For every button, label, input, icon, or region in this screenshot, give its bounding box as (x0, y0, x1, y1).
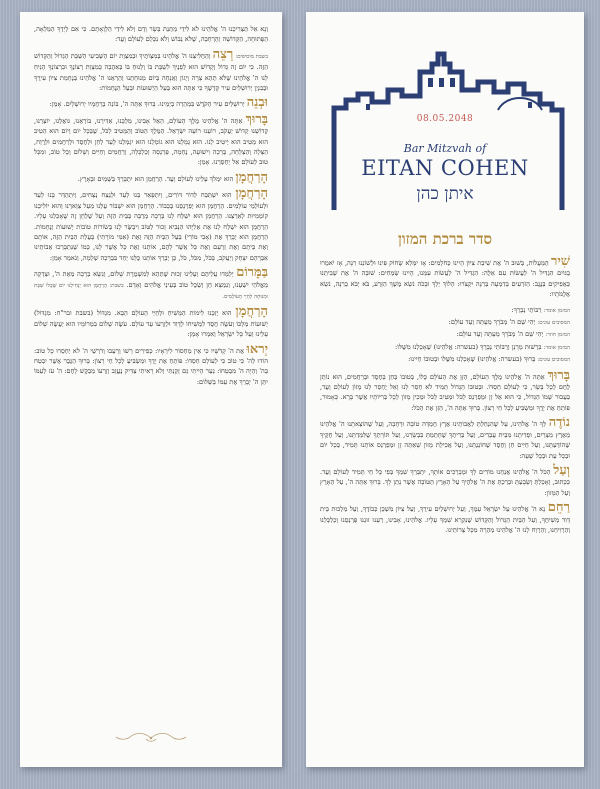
zimun-line: המזמן אומר: רַבּוֹתַי נְבָרֵךְ: (511, 305, 570, 314)
bamarom-text: יְלַמְּדוּ עֲלֵיהֶם וְעָלֵינוּ זְכוּת שֶׁתְּהֵא לְמִשְׁמֶרֶת שָׁלוֹם, וְנִשָּׂא בְרָכָה מֵאֵת ה', וּצְדָקָה מֵאֱלֹהֵי יִשְׁעֵנוּ, וְנִמְצָא חֵן וְשֵׂכֶל טוֹב בְּעֵינֵי אֱלֹהִים וְאָדָם. (34, 270, 268, 289)
shir-text: הַמַּעֲלוֹת, בְּשׁוּב ה' אֶת שִׁיבַת צִיּוֹן הָיִינוּ כְּחֹלְמִים: אָז יִמָּלֵא שְׂחוֹק פִּינוּ וּלְשׁוֹנֵנוּ רִנָּה, אָז יֹאמְרוּ בַגּוֹיִם הִגְדִּיל ה' לַעֲשׂוֹת עִם אֵלֶּה: הִגְדִּיל ה' לַעֲשׂוֹת עִמָּנוּ, הָיִינוּ שְׂמֵחִים: שׁוּבָה ה' אֶת שְׁבִיתֵנוּ כַּאֲפִיקִים בַּנֶּגֶב: הַזֹּרְעִים בְּדִמְעָה בְּרִנָּה יִקְצֹרוּ: הָלוֹךְ יֵלֵךְ וּבָכֹה נֹשֵׂא מֶשֶׁךְ הַזָּרַע, בֹּא יָבֹא בְרִנָּה, נֹשֵׂא אֲלֻמֹּתָיו: (320, 259, 570, 299)
ornament-flourish-icon (20, 730, 282, 749)
bamarom-paragraph (34, 265, 268, 302)
nodeh-lead-word: נוֹדֶה (548, 415, 570, 431)
bamarom-note: בשבת: הָרַחֲמָן הוּא יַנְחִילֵנוּ יוֹם שֶׁכֻּלּוֹ שַׁבָּת וּמְנוּחָה לְחַיֵּי הָעוֹלָמִים. (34, 282, 268, 300)
yeru-text: אֶת ה' קְדֹשָׁיו כִּי אֵין מַחְסוֹר לִירֵאָיו: כְּפִירִים רָשׁוּ וְרָעֵבוּ וְדֹרְשֵׁי ה' לֹא יַחְסְרוּ כָל טוֹב: הוֹדוּ לַה' כִּי טוֹב כִּי לְעוֹלָם חַסְדּוֹ: פּוֹתֵחַ אֶת יָדֶךָ וּמַשְׂבִּיעַ לְכָל חַי רָצוֹן: בָּרוּךְ הַגֶּבֶר אֲשֶׁר יִבְטַח בַּה' וְהָיָה ה' מִבְטַחוֹ: נַעַר הָיִיתִי גַּם זָקַנְתִּי וְלֹא רָאִיתִי צַדִּיק נֶעֱזָב וְזַרְעוֹ מְבַקֶּשׁ לָחֶם: ה' עֹז לְעַמּוֹ יִתֵּן ה' יְבָרֵךְ אֶת עַמּוֹ בַשָּׁלוֹם: (34, 346, 268, 386)
retzei-paragraph (34, 46, 268, 94)
retzei-note: בשבת מוסיפים: (235, 53, 268, 60)
uvnei-text: יְרוּשָׁלַיִם עִיר הַקֹּדֶשׁ בִּמְהֵרָה בְיָמֵינוּ. בָּרוּךְ אַתָּה ה', בּוֹנֵה בְרַחֲמָיו יְרוּשָׁלָיִם. אָמֵן: (49, 100, 245, 109)
harachaman-1-paragraph (34, 169, 268, 185)
rachem-paragraph (320, 500, 570, 535)
bar-mitzvah-label: Bar Mitzvah of (403, 142, 487, 155)
harachaman-1-text: הוּא יִמְלֹךְ עָלֵינוּ לְעוֹלָם וָעֶד. הָרַחֲמָן הוּא יִתְבָּרַךְ בַּשָּׁמַיִם וּבָאָרֶץ. (77, 174, 234, 183)
nodeh-paragraph (320, 415, 570, 461)
harachaman-2-text: הוּא יִשְׁתַּבַּח לְדוֹר דּוֹרִים, וְיִתְפָּאַר בָּנוּ לָעַד וּלְנֵצַח נְצָחִים, וְיִתְהַדַּר בָּנוּ לָעַד וּלְעוֹלְמֵי עוֹלָמִים. הָרַחֲמָן הוּא יְפַרְנְסֵנוּ בְּכָבוֹד. הָרַחֲמָן הוּא יִשְׁבּוֹר עֻלֵּנוּ מֵעַל צַוָּארֵנוּ וְהוּא יוֹלִיכֵנוּ קוֹמְמִיּוּת לְאַרְצֵנוּ. הָרַחֲמָן הוּא יִשְׁלַח לָנוּ בְּרָכָה מְרֻבָּה בַּבַּיִת הַזֶּה וְעַל שֻׁלְחָן זֶה שֶׁאָכַלְנוּ עָלָיו. הָרַחֲמָן הוּא יִשְׁלַח לָנוּ אֶת אֵלִיָּהוּ הַנָּבִיא זָכוּר לַטּוֹב וִיבַשֶּׂר לָנוּ בְּשׂוֹרוֹת טוֹבוֹת יְשׁוּעוֹת וְנֶחָמוֹת. הָרַחֲמָן הוּא יְבָרֵךְ אֶת (אָבִי מוֹרִי) בַּעַל הַבַּיִת הַזֶּה וְאֶת (אִמִּי מוֹרָתִי) בַּעֲלַת הַבַּיִת הַזֶּה, אוֹתָם וְאֶת בֵּיתָם וְאֶת זַרְעָם וְאֶת כָּל אֲשֶׁר לָהֶם, אוֹתָנוּ וְאֶת כָּל אֲשֶׁר לָנוּ, כְּמוֹ שֶׁנִּתְבָּרְכוּ אֲבוֹתֵינוּ אַבְרָהָם יִצְחָק וְיַעֲקֹב, בַּכֹּל, מִכֹּל, כֹּל, כֵּן יְבָרֵךְ אוֹתָנוּ כֻּלָּנוּ יַחַד בִּבְרָכָה שְׁלֵמָה, וְנֹאמַר אָמֵן: (34, 191, 268, 262)
zimun-line: המזמן אומר: בִּרְשׁוּת מָרָנָן וְרַבּוֹתַי נְבָרֵךְ (בעשרה: אֱלֹהֵינוּ) שֶׁאָכַלְנוּ מִשֶּׁלּוֹ: (395, 342, 570, 351)
invitation-header (320, 22, 570, 212)
uvnei-lead-word: וּבְנֵה (246, 95, 268, 111)
uvnei-paragraph (34, 95, 268, 111)
hazan-text: אַתָּה ה' אֱלֹהֵינוּ מֶלֶךְ הָעוֹלָם, הַזָּן אֶת הָעוֹלָם כֻּלּוֹ, בְּטוּבוֹ בְּחֵן בְּחֶסֶד וּבְרַחֲמִים, הוּא נוֹתֵן לֶחֶם לְכָל בָּשָׂר, כִּי לְעוֹלָם חַסְדּוֹ. וּבְטוּבוֹ הַגָּדוֹל תָּמִיד לֹא חָסַר לָנוּ וְאַל יֶחְסַר לָנוּ מָזוֹן לְעוֹלָם וָעֶד, בַּעֲבוּר שְׁמוֹ הַגָּדוֹל, כִּי הוּא אֵל זָן וּמְפַרְנֵס לַכֹּל וּמֵטִיב לַכֹּל וּמֵכִין מָזוֹן לְכָל בְּרִיּוֹתָיו אֲשֶׁר בָּרָא. כָּאָמוּר, פּוֹתֵחַ אֶת יָדֶךָ וּמַשְׂבִּיעַ לְכָל חַי רָצוֹן. בָּרוּךְ אַתָּה ה', הַזָּן אֶת הַכֹּל: (320, 372, 570, 412)
veal-hakol-paragraph (320, 462, 570, 498)
harachaman-3-paragraph (34, 304, 268, 339)
rachem-text: נָא ה' אֱלֹהֵינוּ עַל יִשְׂרָאֵל עַמֶּךָ, וְעַל יְרוּשָׁלַיִם עִירֶךָ, וְעַל צִיּוֹן מִשְׁכַּן כְּבוֹדֶךָ, וְעַל מַלְכוּת בֵּית דָּוִד מְשִׁיחֶךָ, וְעַל הַבַּיִת הַגָּדוֹל וְהַקָּדוֹשׁ שֶׁנִּקְרָא שִׁמְךָ עָלָיו. אֱלֹהֵינוּ, אָבִינוּ, רְעֵנוּ זוּנֵנוּ פַּרְנְסֵנוּ וְכַלְכְּלֵנוּ וְהַרְוִיחֵנוּ, וְהַרְוַח לָנוּ ה' אֱלֹהֵינוּ מְהֵרָה מִכָּל צָרוֹתֵינוּ. (320, 505, 570, 534)
harachaman-2-paragraph (34, 186, 268, 263)
baruch-text: אַתָּה ה' אֱלֹהֵינוּ מֶלֶךְ הָעוֹלָם, הָאֵל אָבִינוּ, מַלְכֵּנוּ, אַדִּירֵנוּ, בּוֹרְאֵנוּ, גּוֹאֲלֵנוּ, יוֹצְרֵנוּ, קְדוֹשֵׁנוּ קְדוֹשׁ יַעֲקֹב, רוֹעֵנוּ רוֹעֵה יִשְׂרָאֵל. הַמֶּלֶךְ הַטּוֹב וְהַמֵּטִיב לַכֹּל, שֶׁבְּכָל יוֹם וָיוֹם הוּא הֵטִיב הוּא מֵטִיב הוּא יֵיטִיב לָנוּ. הוּא גְמָלָנוּ הוּא גוֹמְלֵנוּ הוּא יִגְמְלֵנוּ לָעַד לְחֵן וּלְחֶסֶד וּלְרַחֲמִים וּלְרֶוַח, הַצָּלָה וְהַצְלָחָה, בְּרָכָה וִישׁוּעָה, נֶחָמָה, פַּרְנָסָה וְכַלְכָּלָה, וְרַחֲמִים וְחַיִּים וְשָׁלוֹם וְכָל טוֹב, וּמִכָּל טוּב לְעוֹלָם אַל יְחַסְּרֵנוּ. אָמֵן: (34, 116, 268, 167)
name-hebrew: איתן כהן (416, 184, 474, 204)
zimun-line: המזמן חוזר: יְהִי שֵׁם ה' מְבֹרָךְ מֵעַתָּה וְעַד עוֹלָם: (456, 330, 570, 339)
harachaman-3-lead-word: הָרַחֲמָן (235, 304, 268, 320)
opening-paragraph: וְנָא אַל תַּצְרִיכֵנוּ ה' אֱלֹהֵינוּ לֹא לִידֵי מַתְּנַת בָּשָׂר וָדָם וְלֹא לִידֵי הַלְוָאָתָם. כִּי אִם לְיָדְךָ הַמְּלֵאָה, הַפְּתוּחָה, הַקְּדוֹשָׁה וְהָרְחָבָה, שֶׁלֹּא נֵבוֹשׁ וְלֹא נִכָּלֵם לְעוֹלָם וָעֶד: (34, 25, 268, 44)
nodeh-text: לְּךָ ה' אֱלֹהֵינוּ, עַל שֶׁהִנְחַלְתָּ לַאֲבוֹתֵינוּ אֶרֶץ חֶמְדָּה טוֹבָה וּרְחָבָה, וְעַל שֶׁהוֹצֵאתָנוּ ה' אֱלֹהֵינוּ מֵאֶרֶץ מִצְרַיִם, וּפְדִיתָנוּ מִבֵּית עֲבָדִים, וְעַל בְּרִיתְךָ שֶׁחָתַמְתָּ בִּבְשָׂרֵנוּ, וְעַל תּוֹרָתְךָ שֶׁלִּמַּדְתָּנוּ, וְעַל חֻקֶּיךָ שֶׁהוֹדַעְתָּנוּ, וְעַל חַיִּים חֵן וָחֶסֶד שֶׁחוֹנַנְתָּנוּ, וְעַל אֲכִילַת מָזוֹן שָׁאַתָּה זָן וּמְפַרְנֵס אוֹתָנוּ תָּמִיד, בְּכָל יוֹם וּבְכָל עֵת וּבְכָל שָׁעָה: (320, 420, 570, 460)
benching-card-front (306, 12, 584, 767)
veal-text: הַכֹּל ה' אֱלֹהֵינוּ אֲנַחְנוּ מוֹדִים לָךְ וּמְבָרְכִים אוֹתָךְ, יִתְבָּרַךְ שִׁמְךָ בְּפִי כָּל חַי תָּמִיד לְעוֹלָם וָעֶד. כַּכָּתוּב, וְאָכַלְתָּ וְשָׂבָעְתָּ וּבֵרַכְתָּ אֶת ה' אֱלֹהֶיךָ עַל הָאָרֶץ הַטּוֹבָה אֲשֶׁר נָתַן לָךְ. בָּרוּךְ אַתָּה ה', עַל הָאָרֶץ וְעַל הַמָּזוֹן: (320, 467, 570, 497)
name-english: EITAN COHEN (361, 156, 529, 180)
retzei-text: וְהַחֲלִיצֵנוּ ה' אֱלֹהֵינוּ בְּמִצְוֹתֶיךָ וּבְמִצְוַת יוֹם הַשְּׁבִיעִי הַשַּׁבָּת הַגָּדוֹל וְהַקָּדוֹשׁ הַזֶּה. כִּי יוֹם זֶה גָּדוֹל וְקָדוֹשׁ הוּא לְפָנֶיךָ לִשְׁבָּת בּוֹ וְלָנוּחַ בּוֹ בְּאַהֲבָה כְּמִצְוַת רְצוֹנֶךָ וּבִרְצוֹנְךָ הָנִיחַ לָנוּ ה' אֱלֹהֵינוּ שֶׁלֹּא תְהֵא צָרָה וְיָגוֹן וַאֲנָחָה בְּיוֹם מְנוּחָתֵנוּ וְהַרְאֵנוּ ה' אֱלֹהֵינוּ בְּנֶחָמַת צִיּוֹן עִירֶךָ וּבְבִנְיַן יְרוּשָׁלַיִם עִיר קָדְשֶׁךָ כִּי אַתָּה הוּא בַּעַל הַיְשׁוּעוֹת וּבַעַל הַנֶּחָמוֹת: (34, 51, 268, 93)
bamarom-lead-word: בַּמָּרוֹם (236, 265, 268, 281)
shir-lead-word: שִׁיר (550, 254, 570, 269)
zimun-line: המסובים עונים: בָּרוּךְ (בעשרה: אֱלֹהֵינוּ) שֶׁאָכַלְנוּ מִשֶּׁלּוֹ וּבְטוּבוֹ חָיִינוּ: (408, 355, 570, 364)
yeru-lead-word: יְראוּ (246, 341, 268, 357)
zimun-line: המסובים עונים: יְהִי שֵׁם ה' מְבֹרָךְ מֵעַתָּה וְעַד עוֹלָם: (448, 318, 570, 327)
retzei-lead-word: רְצֵה (212, 46, 234, 62)
harachaman-1-lead-word: הָרַחֲמָן (235, 169, 268, 185)
page-title: סדר ברכת המזון (398, 230, 492, 248)
harachaman-2-lead-word: הָרַחֲמָן (235, 186, 268, 202)
rachem-lead-word: רַחֵם (547, 500, 570, 516)
baruch-lead-word: בָּרוּךְ (245, 111, 268, 127)
harachaman-3-text: הוּא יְזַכֵּנוּ לִימוֹת הַמָּשִׁיחַ וּלְחַיֵּי הָעוֹלָם הַבָּא. מִגְדּוֹל (בשבת ובר"ח: מִגְדּוֹל) יְשׁוּעוֹת מַלְכּוֹ וְעֹשֶׂה חֶסֶד לִמְשִׁיחוֹ לְדָוִד וּלְזַרְעוֹ עַד עוֹלָם. עֹשֶׂה שָׁלוֹם בִּמְרוֹמָיו הוּא יַעֲשֶׂה שָׁלוֹם עָלֵינוּ וְעַל כָּל יִשְׂרָאֵל וְאִמְרוּ אָמֵן: (34, 309, 268, 339)
benching-card-back (20, 12, 282, 767)
baruch-hatov-paragraph (34, 111, 268, 168)
baruch-lead-word: בָּרוּךְ (547, 367, 570, 383)
veal-lead-word: וְעַל (553, 462, 570, 478)
event-date: 08.05.2048 (416, 114, 474, 124)
hazan-paragraph (320, 367, 570, 414)
shir-hamaalot-paragraph (320, 254, 570, 300)
yeru-paragraph (34, 341, 268, 388)
